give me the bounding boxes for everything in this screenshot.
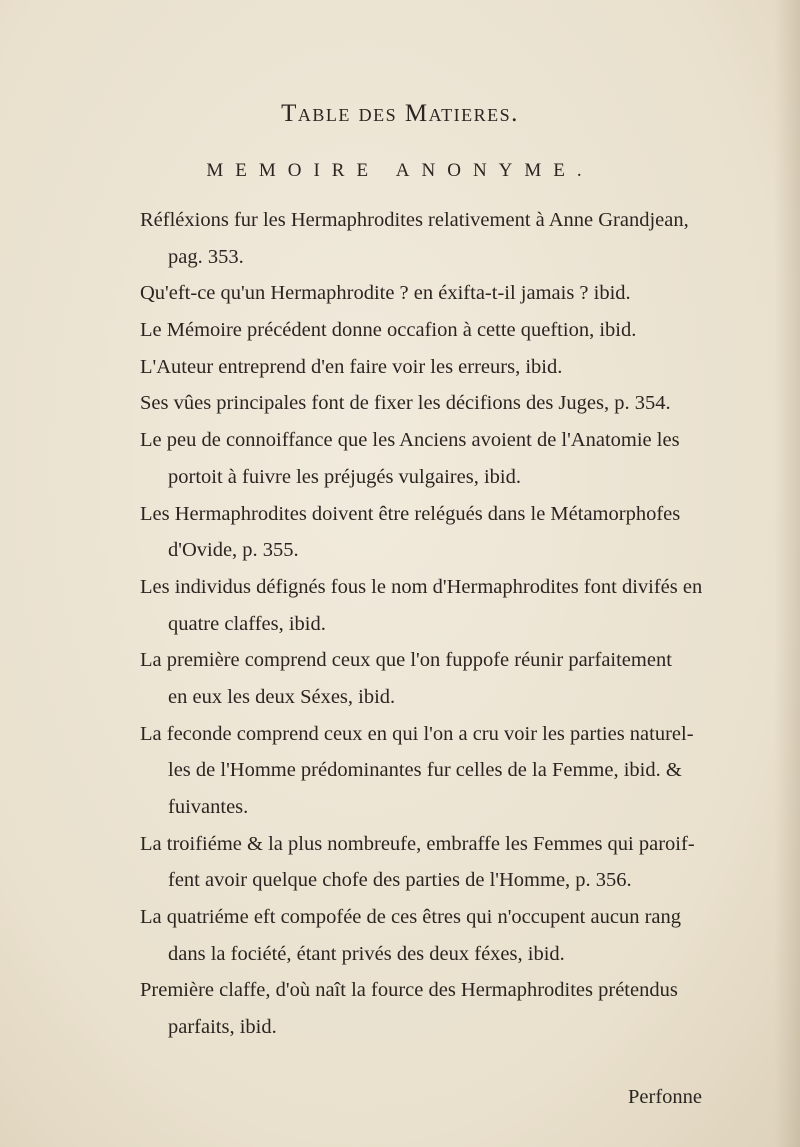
text-line: Le peu de connoiffance que les Anciens avoient de l'Anatomie les <box>140 429 680 452</box>
text-line: parfaits, ibid. <box>168 1016 277 1039</box>
text-line: Le Mémoire précédent donne occafion à cette queftion, ibid. <box>140 319 637 342</box>
text-line: La troifiéme & la plus nombreufe, embraffe les Femmes qui paroif- <box>140 832 695 855</box>
text-line: pag. 353. <box>168 245 244 268</box>
text-line: Ses vûes principales font de fixer les décifions des Juges, p. 354. <box>140 392 671 415</box>
running-header: Table des Matieres. <box>281 100 519 127</box>
text-line: fuivantes. <box>168 796 249 818</box>
text-line: portoit à fuivre les préjugés vulgaires, ibid. <box>168 465 521 488</box>
text-line: Première claffe, d'où naît la fource des Hermaphrodites prétendus <box>140 979 678 1002</box>
text-line: Les Hermaphrodites doivent être relégués dans le Métamorphofes <box>140 502 681 525</box>
text-line: La quatriéme eft compofée de ces êtres qui n'occupent aucun rang <box>140 906 681 929</box>
text-line: La première comprend ceux que l'on fuppofe réunir parfaitement <box>140 649 672 672</box>
section-title: MEMOIRE ANONYME. <box>206 160 594 181</box>
text-line: les de l'Homme prédominantes fur celles de la Femme, ibid. & <box>168 759 682 782</box>
text-line: dans la fociété, étant privés des deux féxes, ibid. <box>168 942 565 965</box>
text-line: Les individus défignés fous le nom d'Hermaphrodites font divifés en <box>140 575 703 598</box>
text-line: La feconde comprend ceux en qui l'on a cru voir les parties naturel- <box>140 722 694 745</box>
text-line: Réfléxions fur les Hermaphrodites relativement à Anne Grandjean, <box>140 209 689 231</box>
text-line: quatre claffes, ibid. <box>168 612 326 635</box>
index-entries <box>140 202 800 1046</box>
text-line: Qu'eft-ce qu'un Hermaphrodite ? en éxifta-t-il jamais ? ibid. <box>140 282 631 305</box>
text-line: fent avoir quelque chofe des parties de l'Homme, p. 356. <box>168 869 632 892</box>
text-line: en eux les deux Séxes, ibid. <box>168 685 396 708</box>
text-line: L'Auteur entreprend d'en faire voir les erreurs, ibid. <box>140 355 563 378</box>
text-line: d'Ovide, p. 355. <box>168 539 299 562</box>
catchword: Perfonne <box>628 1086 703 1108</box>
